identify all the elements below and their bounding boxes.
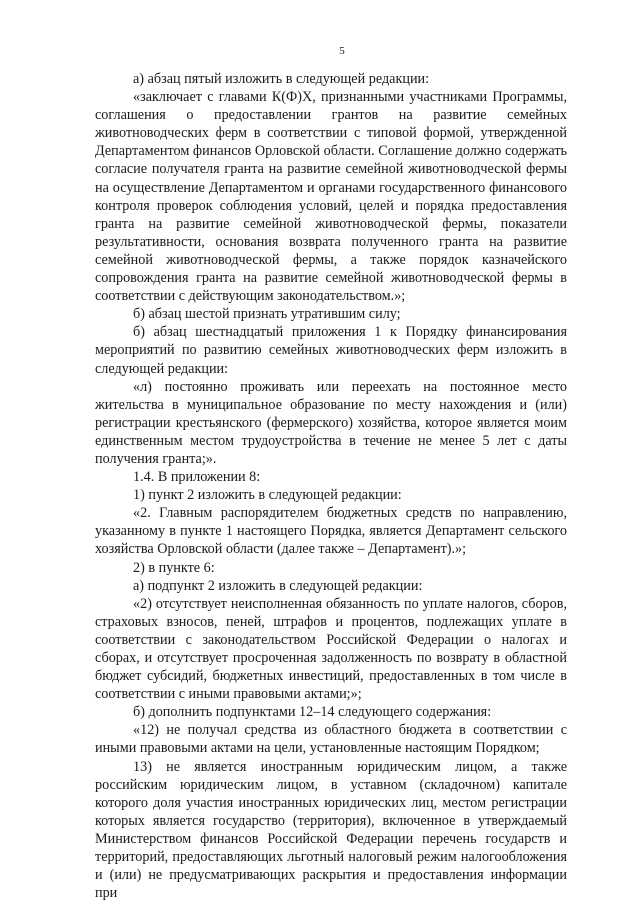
paragraph-zaklyuchaet-soglasheniya: «заключает с главами К(Ф)Х, признанными участниками Программы, соглашения о предоставлении грантов на развитие семейных животноводческих ферм в соответствии с типовой формой, утвержденной Департаментом финансов Орловской области. Соглашение должно содержать согласие получателя гранта на развитие семейной животноводческой фермы на осуществление Департаментом и органами государственного финансового контроля проверок соблюдения условий, целей и порядка предоставления гранта на развитие семейной животноводческой фермы, показатели результативности, основания возврата полученного гранта на развитие семейной животноводческой фермы, а также порядок казначейского сопровождения гранта на развитие семейной животноводческой фермы в соответствии с действующим законодательством.»;: [95, 89, 567, 305]
paragraph-podpunkt-12: «12) не получал средства из областного бюджета в соответствии с иными правовыми актами на цели, установленные настоящим Порядком;: [95, 722, 567, 757]
page-number: 5: [339, 45, 345, 57]
paragraph-postoyanno-prozhivat: «л) постоянно проживать или переехать на постоянное место жительства в муниципальное образование по месту нахождения и (или) регистрации крестьянского (фермерского) хозяйства, которое является моим единственным местом трудоустройства в течение не менее 5 лет с даты получения гранта;».: [95, 378, 567, 467]
paragraph-1-4-prilozhenie-8: 1.4. В приложении 8:: [133, 469, 261, 486]
paragraph-v-punkte-6: 2) в пункте 6:: [133, 559, 215, 576]
paragraph-abzac-shestnadcatyj: б) абзац шестнадцатый приложения 1 к Порядку финансирования мероприятий по развитию семейных животноводческих ферм изложить в следующей редакции:: [95, 324, 567, 377]
paragraph-podpunkt-13: 13) не является иностранным юридическим лицом, а также российским юридическим лицом, в уставном (складочном) капитале которого доля участия иностранных юридических лиц, местом регистрации которых является государство (территория), включенное в утверждаемый Министерством финансов Российской Федерации перечень государств и территорий, предоставляющих льготный налоговый режим налогообложения и (или) не предусматривающих раскрытия и предоставления информации при: [95, 758, 567, 902]
paragraph-punkt-2: 1) пункт 2 изложить в следующей редакции:: [133, 487, 402, 504]
paragraph-podpunkt-2: а) подпункт 2 изложить в следующей редакции:: [133, 577, 423, 594]
paragraph-abzac-shestoj: б) абзац шестой признать утратившим силу;: [133, 306, 401, 323]
document-page: [95, 44, 567, 902]
paragraph-glavnyj-rasporyaditel: «2. Главным распорядителем бюджетных средств по направлению, указанному в пункте 1 настоящего Порядка, является Департамент сельского хозяйства Орловской области (далее также – Департамент).»;: [95, 505, 567, 558]
paragraph-abzac-pyatyj: а) абзац пятый изложить в следующей редакции:: [133, 71, 430, 87]
paragraph-dopolnit-podpunktami: б) дополнить подпунктами 12–14 следующего содержания:: [133, 704, 492, 721]
paragraph-otsutstvuet-obyazannost: «2) отсутствует неисполненная обязанность по уплате налогов, сборов, страховых взносов, пеней, штрафов и процентов, подлежащих уплате в соответствии с законодательством Российской Федерации о налогах и сборах, и отсутствует просроченная задолженность по возврату в областной бюджет субсидий, бюджетных инвестиций, предоставленных в том числе в соответствии с иными правовыми актами;»;: [95, 595, 567, 703]
